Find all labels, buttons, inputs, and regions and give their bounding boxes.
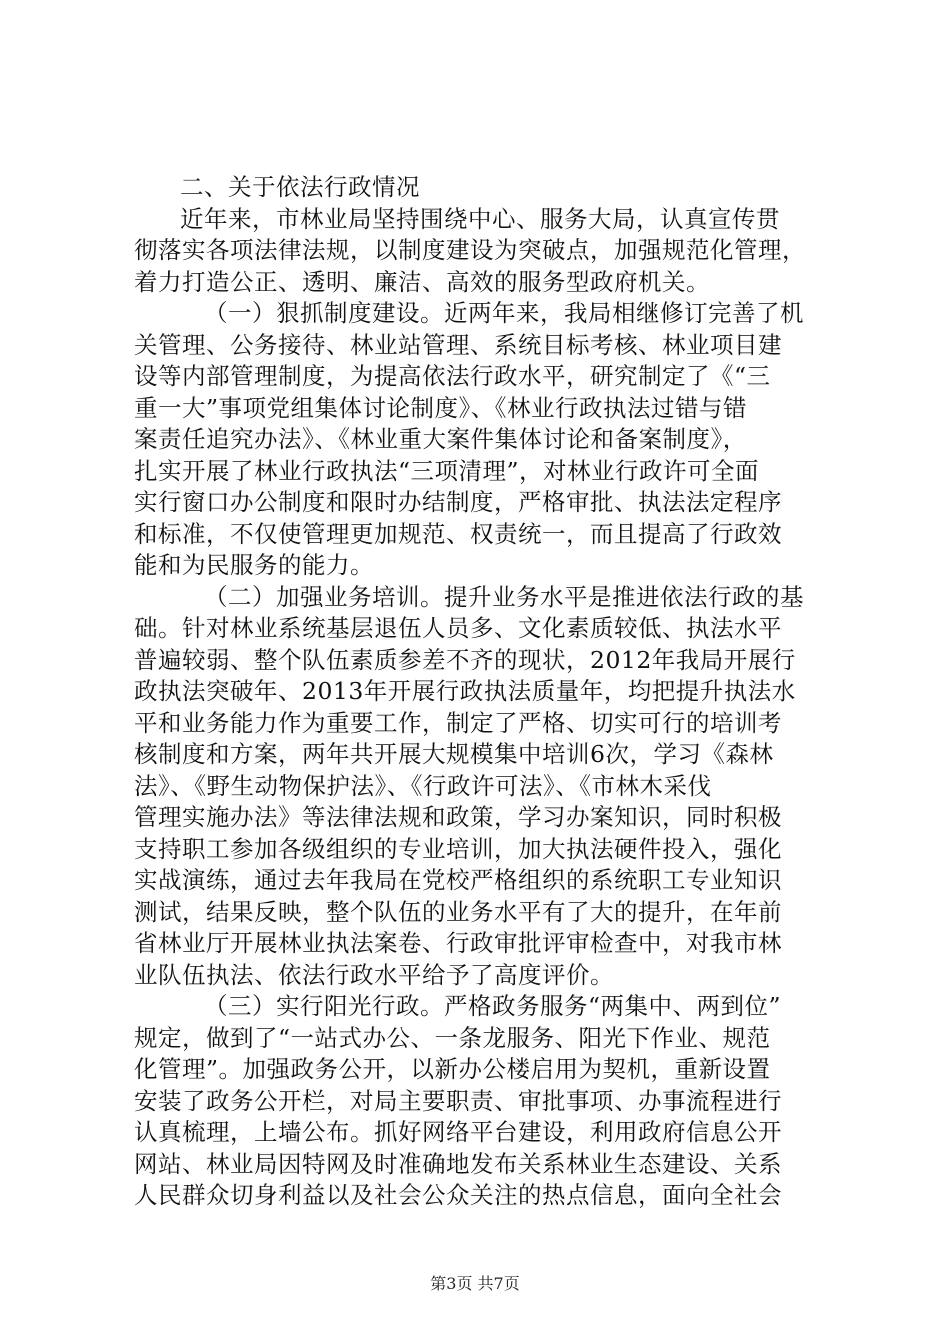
paragraph-line: 支持职工参加各级组织的专业培训，加大执法硬件投入，强化 [134, 834, 782, 863]
paragraph-line: （三）实行阳光行政。严格政务服务“两集中、两到位” [204, 992, 782, 1020]
paragraph-line: 近年来，市林业局坚持围绕中心、服务大局，认真宣传贯 [180, 204, 780, 233]
paragraph-line: 平和业务能力作为重要工作，制定了严格、切实可行的培训考 [134, 708, 782, 737]
paragraph-line: 政执法突破年、2013年开展行政执法质量年，均把提升执法水 [134, 677, 796, 705]
paragraph [134, 204, 832, 299]
paragraph-line: 着力打造公正、透明、廉洁、高效的服务型政府机关。 [134, 267, 710, 296]
paragraph-line: 案责任追究办法》、《林业重大案件集体讨论和备案制度》， [134, 425, 747, 453]
paragraph-line: 业队伍执法、依法行政水平给予了高度评价。 [134, 960, 614, 989]
paragraph-line: 扎实开展了林业行政执法“三项清理”，对林业行政许可全面 [134, 456, 760, 485]
paragraph [134, 582, 832, 992]
paragraph-line: 认真梳理，上墙公布。抓好网络平台建设，利用政府信息公开 [134, 1118, 782, 1146]
paragraph-line: 法》、《野生动物保护法》、《行政许可法》、《市林木采伐 [134, 771, 712, 800]
paragraph-line: 化管理”。加强政务公开，以新办公楼启用为契机，重新设置 [134, 1055, 771, 1083]
paragraph [134, 991, 832, 1212]
paragraph-line: 彻落实各项法律法规，以制度建设为突破点，加强规范化管理， [134, 236, 806, 264]
paragraph-line: 核制度和方案，两年共开展大规模集中培训6次，学习《森林 [134, 740, 774, 768]
paragraph-line: 和标准，不仅使管理更加规范、权责统一，而且提高了行政效 [134, 519, 782, 548]
paragraph-line: 测试，结果反映，整个队伍的业务水平有了大的提升，在年前 [134, 897, 782, 926]
paragraph-line: 设等内部管理制度，为提高依法行政水平，研究制定了《“三 [134, 362, 771, 390]
section-heading: 二、关于依法行政情况 [180, 173, 420, 201]
paragraph-line: 重一大”事项党组集体讨论制度》、《林业行政执法过错与错 [134, 393, 748, 422]
paragraph-line: 省林业厅开展林业执法案卷、行政审批评审检查中，对我市林 [134, 929, 782, 957]
paragraph-line: 规定，做到了“一站式办公、一条龙服务、阳光下作业、规范 [134, 1023, 771, 1052]
paragraph-line: 网站、林业局因特网及时准确地发布关系林业生态建设、关系 [134, 1149, 782, 1178]
paragraph-line: 安装了政务公开栏，对局主要职责、审批事项、办事流程进行 [134, 1086, 782, 1115]
paragraph-line: 普遍较弱、整个队伍素质参差不齐的现状，2012年我局开展行 [134, 645, 796, 674]
paragraph-line: 管理实施办法》等法律法规和政策，学习办案知识，同时积极 [134, 803, 782, 831]
page-footer: 第3页 共7页 [430, 1274, 520, 1293]
paragraph-line: （一）狠抓制度建设。近两年来，我局相继修订完善了机 [204, 299, 804, 327]
paragraph-line: 人民群众切身利益以及社会公众关注的热点信息，面向全社会 [134, 1181, 782, 1209]
document-body [134, 172, 832, 1212]
paragraph-line: 实战演练，通过去年我局在党校严格组织的系统职工专业知识 [134, 866, 782, 894]
paragraph-line: 关管理、公务接待、林业站管理、系统目标考核、林业项目建 [134, 330, 782, 359]
paragraph-line: 能和为民服务的能力。 [134, 551, 374, 579]
paragraph [134, 298, 832, 582]
paragraph-line: （二）加强业务培训。提升业务水平是推进依法行政的基 [204, 582, 804, 611]
paragraph-line: 础。针对林业系统基层退伍人员多、文化素质较低、执法水平 [134, 614, 782, 642]
paragraph-line: 实行窗口办公制度和限时办结制度，严格审批、执法法定程序 [134, 488, 782, 516]
